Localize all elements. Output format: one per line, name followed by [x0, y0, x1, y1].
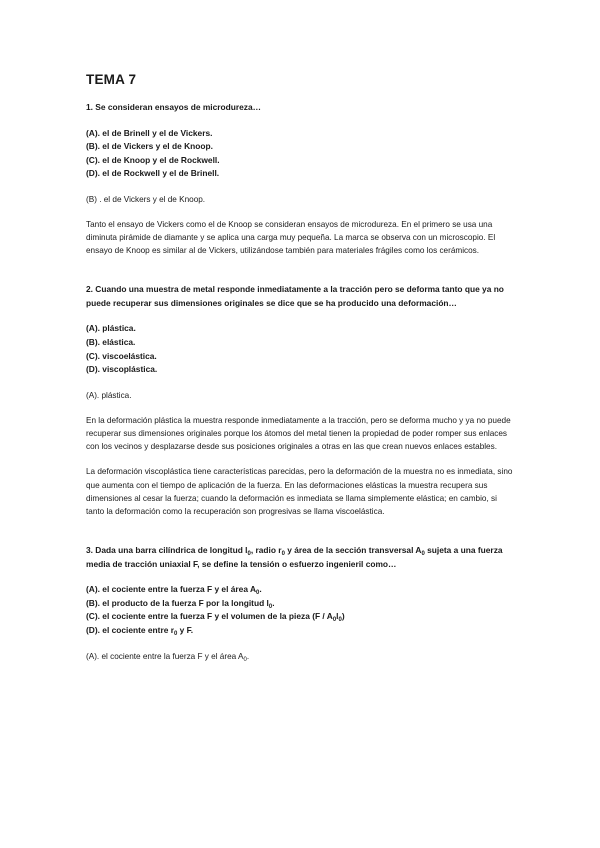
- question-3: 3. Dada una barra cilíndrica de longitud $l_0$, radio $r_0$ y área de la sección transversal $A_0$ sujeta a una fuerza media de tracción uniaxial F, se define la tensión o esfuerzo ingenieril como…: [86, 545, 503, 569]
- question-2-option-b: (B). elástica.: [86, 337, 136, 348]
- question-3-options: [86, 583, 514, 637]
- page-title: TEMA 7: [86, 72, 137, 87]
- question-3-option-c: (C). el cociente entre la fuerza F y el volumen de la pieza $(F / A_0l_0)$: [86, 611, 345, 624]
- question-2-explanation-1: En la deformación plástica la muestra responde inmediatamente a la tracción, pero se deforma mucho y ya no puede recuperar sus dimensiones originales porque los átomos del metal tienen la propiedad de poder romper sus enlaces con los vecinos y desplazarse desde sus posiciones originales a otras en las que crean nuevos enlaces estables.: [86, 415, 511, 452]
- question-2-option-d: (D). viscoplástica.: [86, 364, 158, 375]
- question-1-answer: (B) . el de Vickers y el de Knoop.: [86, 194, 206, 204]
- question-2-options: [86, 322, 514, 376]
- question-3-option-d: (D). el cociente entre $r_0$ y F.: [86, 625, 194, 638]
- question-1-option-c: (C). el de Knoop y el de Rockwell.: [86, 154, 220, 165]
- question-3-answer: (A). el cociente entre la fuerza F y el área $A_0$.: [86, 651, 250, 663]
- question-3-option-b: (B). el producto de la fuerza F por la longitud $l_0$.: [86, 597, 275, 610]
- question-2-explanation-2: La deformación viscoplástica tiene características parecidas, pero la deformación de la muestra no es inmediata, sino que aumenta con el tiempo de aplicación de la fuerza. En las deformaciones elásticas la muestra recupera sus dimensiones al cesar la fuerza; cuando la deformación es inmediata se llama simplemente elástica; en cambio, si tanto la deformación como la recuperación son progresivas se llama viscoelástica.: [86, 467, 513, 517]
- question-1-option-b: (B). el de Vickers y el de Knoop.: [86, 141, 213, 152]
- question-2-option-c: (C). viscoelástica.: [86, 350, 157, 361]
- question-1: 1. Se consideran ensayos de microdureza…: [86, 102, 262, 112]
- question-1-explanation: Tanto el ensayo de Vickers como el de Knoop se consideran ensayos de microdureza. En el primero se usa una diminuta pirámide de diamante y se aplica una carga muy pequeña. La marca se observa con un microscopio. El ensayo de Knoop es similar al de Vickers, utilizándose también para materiales frágiles como los cerámicos.: [86, 219, 496, 256]
- question-1-option-d: (D). el de Rockwell y el de Brinell.: [86, 168, 220, 179]
- question-3-option-a: (A). el cociente entre la fuerza F y el área $A_0$.: [86, 584, 262, 597]
- question-1-options: [86, 127, 514, 181]
- question-2-answer: (A). plástica.: [86, 390, 132, 400]
- question-2-option-a: (A). plástica.: [86, 323, 136, 334]
- question-1-option-a: (A). el de Brinell y el de Vickers.: [86, 127, 213, 138]
- question-2: 2. Cuando una muestra de metal responde inmediatamente a la tracción pero se deforma tanto que ya no puede recuperar sus dimensiones originales se dice que se ha producido una deformación…: [86, 284, 504, 308]
